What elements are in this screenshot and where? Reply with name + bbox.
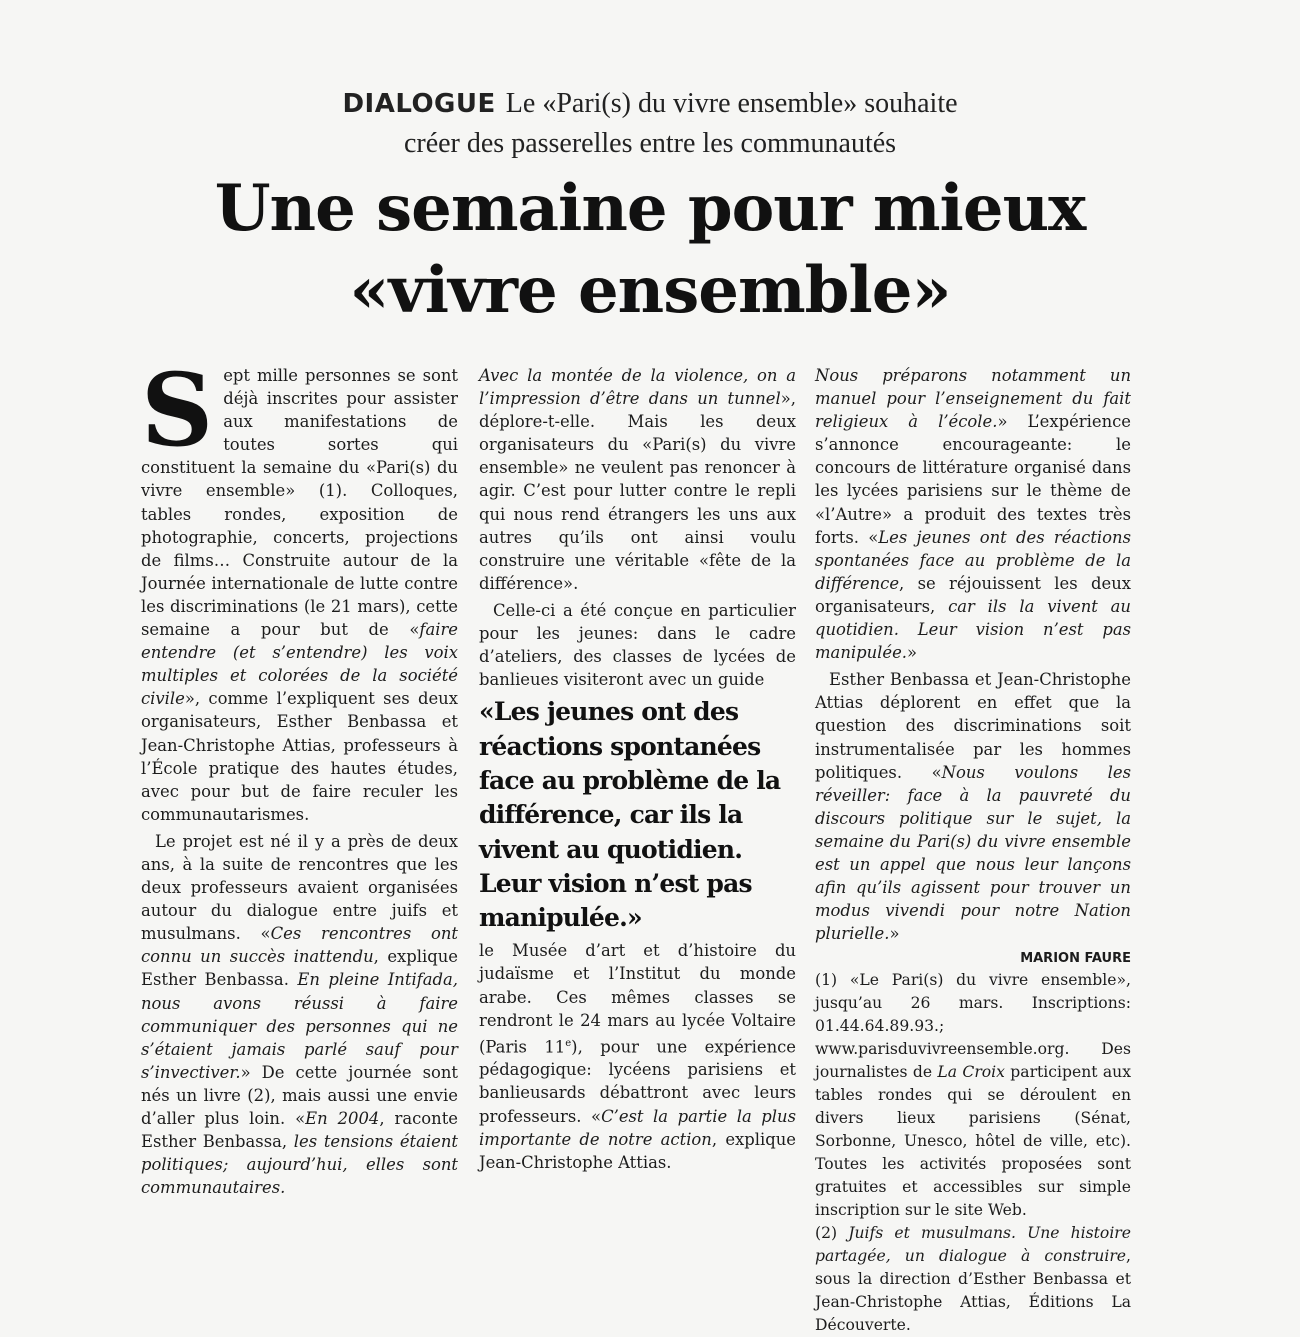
headline-line-2: «vivre ensemble» [349,253,951,328]
author-byline: MARION FAURE [1020,951,1131,967]
paragraph [141,830,458,1200]
text-run: Esther Benbassa et Jean-Christophe Attias déplorent en effet que la question des discriminations soit instrumentalisée par les hommes politiques. « [815,670,1131,782]
text-run: , raconte Esther Benbassa, [141,1109,459,1152]
quote-run: faire entendre (et s’entendre) les voix multiples et colorées de la société civile [141,620,458,709]
text-run: ept mille personnes se sont déjà inscrites pour assister aux manifestations de toutes sortes qui constituent la semaine du «Pari(s) du vivre ensemble» (1). Colloques, tables rondes, exposition de photographie, concerts, projections de films… Construite autour de la Journée internationale de lutte contre les discriminations (le 21 mars), cette semaine a pour but de « [141,366,458,640]
column-3 [815,364,1131,1337]
text-run: » [907,643,918,663]
text-run: » L’expérience s’annonce encourageante: le concours de littérature organisé dans les lycées parisiens sur le thème de «l’Autre» a produit des textes très forts. « [815,412,1131,547]
text-run: ), pour une expérience pédagogique: lycéens parisiens et banlieusards débattront avec leurs professeurs. « [479,1037,796,1126]
quote-run: En 2004 [305,1109,380,1128]
kicker-line-1: Le «Pari(s) du vivre ensemble» souhaite [505,88,958,119]
footnote-2 [815,1222,1131,1337]
section-tag: DIALOGUE [342,89,496,119]
superscript: e [565,1037,572,1049]
quote-run: En pleine Intifada, nous avons réussi à faire communiquer des personnes qui ne s’étaient jamais parlé sauf pour s’invectiver. [141,970,458,1082]
text-run: Le projet est né il y a près de deux ans, à la suite de rencontres que les deux professeurs avaient organisées autour du dialogue entre juifs et musulmans. « [141,831,458,944]
text-run: (1) «Le Pari(s) du vivre ensemble», jusqu’au 26 mars. Inscriptions: 01.44.64.89.93.; www.parisduvivreensemble.org. Des journalistes de [815,971,1131,1082]
paragraph [141,351,458,826]
quote-run: Les jeunes ont des réactions spontanées face au problème de la différence [815,527,1132,593]
paragraph: Celle-ci a été conçue en particulier pour les jeunes: dans le cadre d’ateliers, des classes de lycées de banlieues visiteront avec un guide [479,600,796,690]
column-1 [141,351,459,1199]
paragraph [815,364,1131,664]
text-run: », comme l’expliquent ses deux organisateurs, Esther Benbassa et Jean-Christophe Attias, professeurs à l’École pratique des hautes études, avec pour but de faire reculer les communautarismes. [141,689,458,824]
quote-run: Ces rencontres ont connu un succès inattendu [141,924,458,967]
text-run: participent aux tables rondes qui se déroulent en divers lieux parisiens (Sénat, Sorbonne, Unesco, hôtel de ville, etc). Toutes les activités proposées sont gratuites et accessibles sur simple inscription sur le site Web. [815,1063,1131,1220]
drop-cap: S [141,351,214,469]
headline-line-1: Une semaine pour mieux [214,171,1086,246]
publication-name: La Croix [937,1063,1005,1082]
article-kicker [60,84,1240,164]
text-run: , explique Esther Benbassa. [141,947,458,990]
paragraph [815,668,1131,945]
text-run: le Musée d’art et d’histoire du judaïsme et l’Institut du monde arabe. Ces mêmes classes se rendront le 24 mars au lycée Voltaire (Paris 11 [479,941,796,1057]
pull-quote: «Les jeunes ont des réactions spontanées face au problème de la différence, car ils la vivent au quotidien. Leur vision n’est pas manipulée.» [479,697,781,933]
kicker-line-2: créer des passerelles entre les communautés [403,128,897,159]
text-run: (2) [815,1224,849,1243]
quote-run: les tensions étaient politiques; aujourd’hui, elles sont communautaires. [141,1132,458,1198]
footnote-1 [815,969,1131,1222]
quote-run: Nous voulons les réveiller: face à la pauvreté du discours politique sur le sujet, la semaine du Pari(s) du vivre ensemble est un appel que nous leur lançons afin qu’ils agissent pour trouver un modus vivendi pour notre Nation plurielle. [815,762,1131,944]
text-run: », déplore-t-elle. Mais les deux organisateurs du «Pari(s) du vivre ensemble» ne veulent pas renoncer à agir. C’est pour lutter contre le repli qui nous rend étrangers les uns aux autres qu’ils ont ainsi voulu construire une véritable «fête de la différence». [479,389,796,593]
paragraph [479,939,796,1173]
text-run: » [889,924,900,944]
book-title: Juifs et musulmans. Une histoire partagée, un dialogue à construire [815,1224,1131,1266]
quote-run: C’est la partie la plus importante de notre action [479,1106,796,1149]
text-run: » De cette journée sont nés un livre (2), mais aussi une envie d’aller plus loin. « [141,1062,458,1128]
text-run: , sous la direction d’Esther Benbassa et Jean-Christophe Attias, Éditions La Découverte. [815,1247,1131,1335]
footnotes [815,969,1131,1337]
article-headline [60,168,1240,332]
text-run: , explique Jean-Christophe Attias. [479,1129,796,1172]
quote-run: Avec la montée de la violence, on a l’impression d’être dans un tunnel [479,366,796,409]
quote-run: Nous préparons notamment un manuel pour l’enseignement du fait religieux à l’école. [815,366,1131,432]
quote-run: car ils la vivent au quotidien. Leur vision n’est pas manipulée. [815,596,1131,663]
column-2 [479,364,796,1174]
paragraph [479,364,796,595]
text-run: , se réjouissent les deux organisateurs, [815,573,1131,616]
